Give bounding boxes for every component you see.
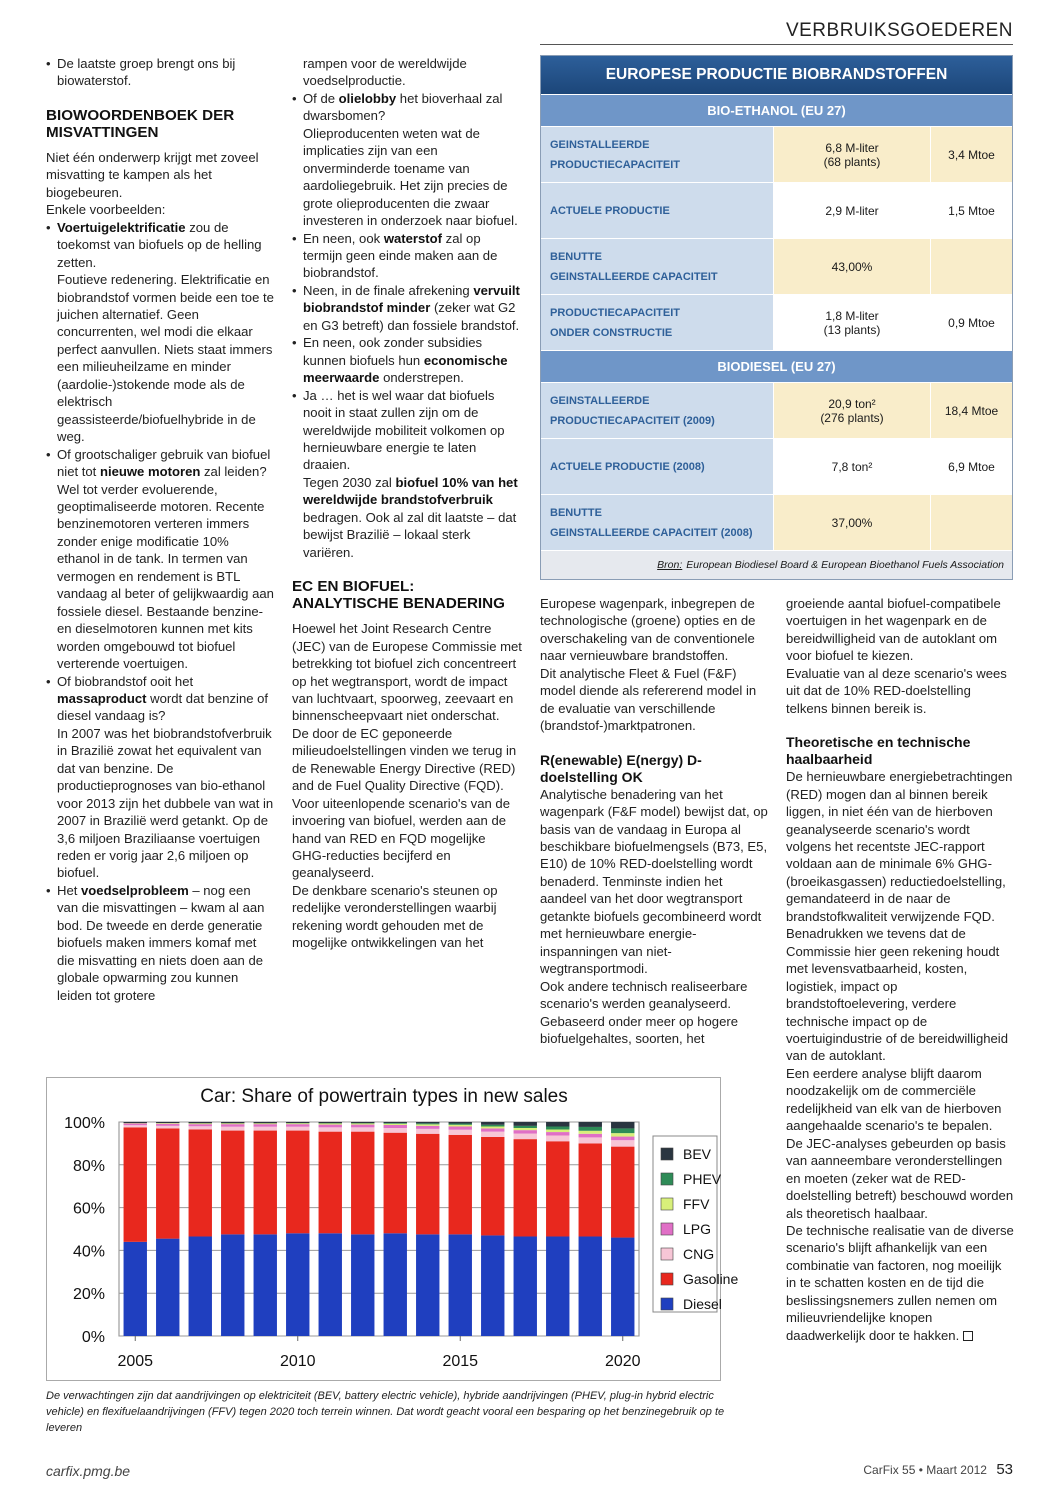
bar-segment-gasoline bbox=[189, 1129, 212, 1236]
paragraph: De denkbare scenario's steunen op redelijke veronderstellingen waarbij rekening wordt gehouden met de mogelijke ontwikkelingen van het bbox=[292, 882, 498, 951]
x-tick-label: 2005 bbox=[117, 1353, 154, 1370]
bar-segment-lpg bbox=[384, 1125, 407, 1128]
bar-segment-cng bbox=[319, 1127, 342, 1131]
paragraph: Benadrukken we tevens dat de Commissie hier geen rekening houdt met levensvatbaarheid, kosten, logistiek, impact op brandstoftoelevering, verdere technische impact op de voertuigindustrie of de bereidwilligheid van de autoklant. bbox=[786, 926, 1008, 1064]
legend-label-cng: CNG bbox=[683, 1246, 715, 1262]
bar-segment-lpg bbox=[416, 1126, 439, 1129]
bar-segment-gasoline bbox=[481, 1137, 504, 1235]
footer-site[interactable]: carfix.pmg.be bbox=[46, 1463, 131, 1479]
source-label: Bron: bbox=[657, 559, 683, 571]
biofuel-production-table bbox=[540, 55, 1013, 580]
legend-swatch-cng bbox=[661, 1248, 673, 1260]
bar-segment-phev bbox=[579, 1127, 602, 1131]
bar-segment-gasoline bbox=[579, 1143, 602, 1236]
bar-segment-diesel bbox=[351, 1234, 374, 1336]
bar-segment-cng bbox=[546, 1135, 569, 1141]
bullet-item: • Of grootschaliger gebruik van biofuel niet tot nieuwe motoren zal leiden? bbox=[46, 446, 274, 481]
paragraph: Dit analytische Fleet & Fuel (F&F) model diende als refererend model in de evaluatie van verschillende (brandstof-)marktpatronen. bbox=[540, 665, 757, 734]
bar-segment-lpg bbox=[124, 1123, 147, 1125]
bar-segment-diesel bbox=[481, 1235, 504, 1336]
paragraph: De door de EC geponeerde milieudoelstellingen vinden we terug in de Renewable Energy Directive (RED) and de Fuel Quality Directive (FQD). bbox=[292, 725, 517, 794]
bar-segment-diesel bbox=[254, 1234, 277, 1336]
source-text: European Biodiesel Board & European Bioethanol Fuels Association bbox=[686, 559, 1004, 571]
bar-segment-ffv bbox=[221, 1123, 244, 1124]
bar-segment-gasoline bbox=[449, 1135, 472, 1235]
table-title: EUROPESE PRODUCTIE BIOBRANDSTOFFEN bbox=[541, 56, 1012, 94]
bar-segment-diesel bbox=[449, 1234, 472, 1336]
bar-segment-diesel bbox=[416, 1234, 439, 1336]
bar-segment-cng bbox=[611, 1140, 634, 1146]
table-cell-mtoe: 6,9 Mtoe bbox=[930, 439, 1012, 494]
y-tick-label: 60% bbox=[72, 1200, 105, 1218]
section-rule bbox=[540, 44, 1013, 45]
table-cell-mtoe: 3,4 Mtoe bbox=[930, 127, 1012, 182]
legend-label-lpg: LPG bbox=[683, 1221, 712, 1237]
bar-segment-gasoline bbox=[611, 1147, 634, 1238]
paragraph: Enkele voorbeelden: bbox=[46, 202, 166, 218]
bar-segment-ffv bbox=[481, 1126, 504, 1128]
table-cell-value: 20,9 ton² (276 plants) bbox=[773, 383, 930, 438]
table-row bbox=[541, 494, 1012, 550]
bar-segment-lpg bbox=[156, 1124, 179, 1126]
table-body bbox=[541, 94, 1012, 550]
bar-segment-cng bbox=[514, 1134, 537, 1140]
bar-segment-gasoline bbox=[351, 1132, 374, 1235]
bullet-continuation: Olieproducenten weten wat de implicaties zijn van een onverminderde toename van aardoliegebruik. Het zijn precies de grote olieproducenten die zwaar investeren in onderzoek naar biofuel. bbox=[303, 125, 518, 229]
bullet-item: • En neen, ook waterstof zal op termijn geen einde maken aan de biobrandstof. bbox=[292, 230, 522, 282]
x-tick-label: 2010 bbox=[279, 1353, 316, 1370]
paragraph: Europese wagenpark, inbegrepen de technologische (groene) opties en de overschakeling van de conventionele naar vernieuwbare brandstoffen. bbox=[540, 596, 756, 664]
bullet-item: • Of de olielobby het bioverhaal zal dwarsbomen? bbox=[292, 90, 522, 125]
bullet-continuation: Foutieve redenering. Elektrificatie en biobrandstof vormen beide een toe te juichen alternatief. Geen concurrenten, wel modi die elkaar perfect aanvullen. Niets staat immers een milieuheilzame en minder (aardolie-)stokende mode als de elektrisch geassisteerde/biofuelhybride in de weg. bbox=[57, 272, 274, 445]
bullet-item: • En neen, ook zonder subsidies kunnen biofuels hun economische meerwaarde onderstrepen. bbox=[292, 334, 522, 386]
bar-segment-ffv bbox=[449, 1125, 472, 1127]
table-cell-mtoe bbox=[930, 239, 1012, 294]
bullet-item: • Het voedselprobleem – nog een van die misvattingen – kwam al aan bod. De tweede en derde generatie biofuels maken immers komaf met die misvatting en niets doen aan de globale opwarming zou kunnen leiden tot grotere bbox=[46, 882, 274, 1004]
bar-segment-lpg bbox=[514, 1130, 537, 1133]
bullet-continuation: Tegen 2030 zal biofuel 10% van het wereldwijde brandstofverbruik bedragen. Ook al zal dit laatste – dat bewijst Brazilië – lokaal sterk variëren. bbox=[303, 474, 518, 560]
chart-svg bbox=[47, 1078, 739, 1380]
bar-segment-phev bbox=[416, 1123, 439, 1124]
footer-issue-text: CarFix 55 • Maart 2012 bbox=[863, 1463, 987, 1477]
bar-segment-ffv bbox=[189, 1123, 212, 1124]
bar-segment-gasoline bbox=[124, 1127, 147, 1241]
bar-segment-cng bbox=[416, 1129, 439, 1134]
bar-segment-bev bbox=[221, 1122, 244, 1123]
paragraph: Evaluatie van al deze scenario's wees uit dat de 10% RED-doelstelling telkens binnen bereik is. bbox=[786, 665, 1007, 716]
table-section-header: BIODIESEL (EU 27) bbox=[541, 350, 1012, 382]
y-tick-label: 20% bbox=[72, 1286, 105, 1304]
heading-haalbaarheid: Theoretische en technische haalbaarheid bbox=[786, 734, 971, 768]
bar-segment-diesel bbox=[384, 1233, 407, 1336]
y-tick-label: 0% bbox=[81, 1329, 105, 1346]
bar-segment-ffv bbox=[514, 1128, 537, 1130]
bar-segment-ffv bbox=[384, 1124, 407, 1125]
table-cell-mtoe: 18,4 Mtoe bbox=[930, 383, 1012, 438]
chart-caption: De verwachtingen zijn dat aandrijvingen op elektriciteit (BEV, battery electric vehicle), hybride aandrijvingen (PHEV, plug-in hybrid electric vehicle) en flexifuelaandrijvingen (FFV) tegen 2020 toch terrein winnen. Dat wordt geacht vooral een besparing op het benzinegebruik op te leveren bbox=[46, 1390, 725, 1434]
bar-segment-lpg bbox=[579, 1134, 602, 1138]
bar-segment-phev bbox=[611, 1128, 634, 1133]
bar-segment-bev bbox=[546, 1122, 569, 1126]
bar-segment-lpg bbox=[449, 1126, 472, 1129]
heading-red-doelstelling: R(enewable) E(nergy) D-doelstelling OK bbox=[540, 751, 702, 785]
bar-segment-lpg bbox=[221, 1124, 244, 1127]
bar-segment-lpg bbox=[481, 1128, 504, 1131]
table-cell-label: PRODUCTIECAPACITEIT ONDER CONSTRUCTIE bbox=[541, 295, 773, 350]
table-cell-value: 43,00% bbox=[773, 239, 930, 294]
heading-biowoordenboek: BIOWOORDENBOEK DER MISVATTINGEN bbox=[46, 106, 235, 141]
bar-segment-diesel bbox=[319, 1233, 342, 1336]
bar-segment-diesel bbox=[124, 1242, 147, 1336]
table-row bbox=[541, 182, 1012, 238]
bar-segment-bev bbox=[124, 1122, 147, 1123]
table-cell-mtoe bbox=[930, 495, 1012, 550]
bullet-item: • De laatste groep brengt ons bij biowaterstof. bbox=[46, 55, 274, 90]
legend-label-ffv: FFV bbox=[683, 1196, 710, 1212]
bar-segment-diesel bbox=[514, 1236, 537, 1336]
table-row bbox=[541, 126, 1012, 182]
bar-segment-cng bbox=[286, 1127, 309, 1131]
paragraph: groeiende aantal biofuel-compatibele voertuigen in het wagenpark en de bereidwilligheid van de autoklant om voor biofuel te kiezen. bbox=[786, 596, 1001, 664]
table-row bbox=[541, 382, 1012, 438]
bullet-item: • Of biobrandstof ooit het massaproduct wordt dat benzine of diesel vandaag is? bbox=[46, 673, 274, 725]
table-source bbox=[541, 550, 1012, 579]
legend-swatch-gasoline bbox=[661, 1273, 673, 1285]
table-row bbox=[541, 238, 1012, 294]
bar-segment-diesel bbox=[156, 1239, 179, 1336]
bar-segment-ffv bbox=[351, 1123, 374, 1124]
bar-segment-gasoline bbox=[546, 1141, 569, 1236]
bar-segment-bev bbox=[254, 1122, 277, 1123]
table-cell-value: 2,9 M-liter bbox=[773, 183, 930, 238]
bar-segment-bev bbox=[286, 1122, 309, 1123]
table-cell-value: 7,8 ton² bbox=[773, 439, 930, 494]
legend-swatch-phev bbox=[661, 1173, 673, 1185]
column-4 bbox=[786, 595, 1014, 1344]
bar-segment-bev bbox=[611, 1122, 634, 1128]
table-cell-label: ACTUELE PRODUCTIE bbox=[541, 183, 773, 238]
heading-ec-en-biofuel: EC EN BIOFUEL: ANALYTISCHE BENADERING bbox=[292, 578, 505, 613]
bar-segment-lpg bbox=[351, 1125, 374, 1128]
bar-segment-ffv bbox=[286, 1123, 309, 1124]
bullet-item: • Neen, in de finale afrekening vervuilt biobrandstof minder (zeker wat G2 en G3 betreft) dan fossiele brandstof. bbox=[292, 282, 522, 334]
paragraph: De technische realisatie van de diverse scenario's blijft afhankelijk van een combinatie van factoren, nog moeilijk in te schatten kosten en de tijd die beslissingsnemers zullen nemen om milieuvriendelijke knopen daadwerkelijk door te hakken. bbox=[786, 1222, 1014, 1343]
table-cell-value: 37,00% bbox=[773, 495, 930, 550]
y-tick-label: 100% bbox=[64, 1115, 105, 1132]
bar-segment-diesel bbox=[611, 1238, 634, 1336]
bar-segment-lpg bbox=[189, 1124, 212, 1126]
bar-segment-gasoline bbox=[221, 1131, 244, 1235]
bar-segment-bev bbox=[384, 1122, 407, 1123]
paragraph: Ook andere technisch realiseerbare scenario's werden geanalyseerd. Gebaseerd onder meer op hogere biofuelgehaltes, soorten, het bbox=[540, 978, 748, 1046]
x-tick-label: 2015 bbox=[442, 1353, 479, 1370]
bullet-continuation: Wel tot verder evoluerende, geoptimaliseerde motoren. Recente benzinemotoren verteren immers zonder enige modificatie 10% ethanol in de tank. In termen van vermogen en rendement is BTL vandaag al beter of gelijkwaardig aan fossiele diesel. Bestaande benzine- en dieselmotoren kunnen met kits worden omgebouwd tot biofuel verterende voertuigen. bbox=[57, 481, 274, 672]
paragraph: Een eerdere analyse blijft daarom noodzakelijk om de commerciële redelijkheid van elk van de hierboven aangehaalde scenario's te bepalen. bbox=[786, 1065, 1002, 1134]
bar-segment-cng bbox=[156, 1126, 179, 1129]
bar-segment-bev bbox=[481, 1122, 504, 1125]
bar-segment-bev bbox=[449, 1122, 472, 1123]
paragraph: De hernieuwbare energiebetrachtingen (RED) mogen dan al binnen bereik liggen, in niet één van de hierboven geanalyseerde scenario's wordt volgens het recentste JEC-rapport voldaan aan de minimale 6% GHG-(broeikasgassen) reductiedoelstelling, gemandateerd in de naar de brandstofkwaliteit verwijzende FQD. bbox=[786, 769, 1013, 924]
bar-segment-diesel bbox=[579, 1236, 602, 1336]
legend-swatch-ffv bbox=[661, 1198, 673, 1210]
legend-swatch-lpg bbox=[661, 1223, 673, 1235]
chart-title: Car: Share of powertrain types in new sales bbox=[200, 1086, 568, 1107]
bar-segment-bev bbox=[319, 1122, 342, 1123]
bar-segment-ffv bbox=[611, 1133, 634, 1136]
bar-segment-diesel bbox=[546, 1236, 569, 1336]
bar-segment-phev bbox=[546, 1126, 569, 1129]
bar-segment-gasoline bbox=[384, 1133, 407, 1234]
paragraph: Niet één onderwerp krijgt met zoveel misvatting te kampen als het biogebeuren. bbox=[46, 149, 259, 200]
table-cell-label: GEINSTALLEERDE PRODUCTIECAPACITEIT (2009) bbox=[541, 383, 773, 438]
bar-segment-ffv bbox=[416, 1124, 439, 1125]
bar-segment-gasoline bbox=[156, 1128, 179, 1238]
end-mark-icon bbox=[963, 1331, 973, 1341]
bar-segment-lpg bbox=[546, 1132, 569, 1135]
footer-issue bbox=[863, 1461, 1013, 1478]
bar-segment-ffv bbox=[156, 1123, 179, 1124]
bar-segment-phev bbox=[481, 1125, 504, 1127]
paragraph: De JEC-analyses gebeurden op basis van aanneembare veronderstellingen en moeten (zeker wat de RED-doelstelling betreft) beschouwd worden als theoretisch haalbaar. bbox=[786, 1135, 1014, 1221]
bar-segment-cng bbox=[579, 1137, 602, 1143]
bar-segment-ffv bbox=[546, 1129, 569, 1132]
table-cell-label: ACTUELE PRODUCTIE (2008) bbox=[541, 439, 773, 494]
y-tick-label: 40% bbox=[72, 1243, 105, 1261]
legend-label-phev: PHEV bbox=[683, 1171, 722, 1187]
table-section-header: BIO-ETHANOL (EU 27) bbox=[541, 94, 1012, 126]
bar-segment-cng bbox=[189, 1126, 212, 1129]
bar-segment-gasoline bbox=[254, 1131, 277, 1235]
bar-segment-cng bbox=[221, 1127, 244, 1131]
bar-segment-phev bbox=[384, 1123, 407, 1124]
bar-segment-cng bbox=[481, 1132, 504, 1137]
bar-segment-gasoline bbox=[319, 1132, 342, 1234]
paragraph: Voor uiteenlopende scenario's van de invoering van biofuel, werden aan de hand van RED en FQD mogelijke GHG-reducties becijferd en geanalyseerd. bbox=[292, 795, 510, 881]
paragraph: Hoewel het Joint Research Centre (JEC) van de Europese Commissie met betrekking tot biofuel zich concentreert op het wegtransport, wordt de impact van luchtvaart, spoorweg, zeevaart en binnenscheepvaart niet onderschat. bbox=[292, 621, 522, 724]
table-cell-mtoe: 0,9 Mtoe bbox=[930, 295, 1012, 350]
table-cell-value: 1,8 M-liter (13 plants) bbox=[773, 295, 930, 350]
legend-swatch-bev bbox=[661, 1148, 673, 1160]
column-3 bbox=[540, 595, 768, 1047]
bar-segment-phev bbox=[449, 1123, 472, 1124]
bar-segment-gasoline bbox=[514, 1139, 537, 1236]
bar-segment-diesel bbox=[221, 1234, 244, 1336]
bar-segment-bev bbox=[189, 1122, 212, 1123]
column-1 bbox=[46, 55, 274, 1004]
bar-segment-lpg bbox=[254, 1124, 277, 1127]
bullet-item: • Voertuigelektrificatie zou de toekomst van biofuels op de helling zetten. bbox=[46, 219, 274, 271]
table-cell-value: 6,8 M-liter (68 plants) bbox=[773, 127, 930, 182]
bar-segment-ffv bbox=[579, 1131, 602, 1134]
bar-segment-ffv bbox=[254, 1123, 277, 1124]
x-tick-label: 2020 bbox=[604, 1353, 641, 1370]
bar-segment-diesel bbox=[189, 1236, 212, 1336]
powertrain-chart bbox=[46, 1077, 739, 1381]
bar-segment-lpg bbox=[286, 1124, 309, 1127]
bar-segment-lpg bbox=[611, 1137, 634, 1141]
section-label: VERBRUIKSGOEDEREN bbox=[785, 20, 1013, 41]
bar-segment-ffv bbox=[319, 1123, 342, 1124]
paragraph: Analytische benadering van het wagenpark (F&F model) bewijst dat, op basis van de vandaag in Europa al beschikbare biofuelmengsels (B73, E5, E10) de 10% RED-doelstelling wordt benaderd. Tenminste indien het aandeel van het door wegtransport getankte biofuels gecombineerd wordt met hernieuwbare energie-inspanningen van niet-wegtransportmodi. bbox=[540, 786, 768, 977]
bar-segment-cng bbox=[384, 1128, 407, 1133]
page-number: 53 bbox=[996, 1461, 1013, 1478]
bar-segment-bev bbox=[579, 1122, 602, 1127]
table-cell-label: GEINSTALLEERDE PRODUCTIECAPACITEIT bbox=[541, 127, 773, 182]
bar-segment-bev bbox=[351, 1122, 374, 1123]
bar-segment-cng bbox=[351, 1127, 374, 1131]
column-2 bbox=[292, 55, 522, 952]
bar-segment-cng bbox=[449, 1130, 472, 1135]
bar-segment-phev bbox=[514, 1126, 537, 1128]
legend-label-bev: BEV bbox=[683, 1146, 712, 1162]
bullet-continuation: rampen voor de wereldwijde voedselproductie. bbox=[303, 56, 467, 89]
bullet-continuation: In 2007 was het biobrandstofverbruik in Brazilië zowat het equivalent van dat van benzine. De productieprognoses van bio-ethanol voor 2013 zijn het dubbele van wat in 2007 in Brazilië werd getankt. Op de 3,6 miljoen Braziliaanse voertuigen reden er vorig jaar 2,6 miljoen op biofuel. bbox=[57, 725, 274, 881]
y-tick-label: 80% bbox=[72, 1157, 105, 1175]
table-row bbox=[541, 294, 1012, 350]
bar-segment-cng bbox=[254, 1127, 277, 1131]
bar-segment-gasoline bbox=[286, 1131, 309, 1234]
legend-label-diesel: Diesel bbox=[683, 1296, 722, 1312]
bar-segment-bev bbox=[416, 1122, 439, 1123]
bullet-item: • Ja … het is wel waar dat biofuels nooit in staat zullen zijn om de wereldwijde mobiliteit volkomen op hernieuwbare energie te laten draaien. bbox=[292, 387, 522, 474]
table-row bbox=[541, 438, 1012, 494]
bar-segment-bev bbox=[514, 1122, 537, 1126]
bar-segment-diesel bbox=[286, 1233, 309, 1336]
bar-segment-bev bbox=[156, 1122, 179, 1123]
table-cell-label: BENUTTE GEINSTALLEERDE CAPACITEIT bbox=[541, 239, 773, 294]
bar-segment-lpg bbox=[319, 1125, 342, 1128]
legend-label-gasoline: Gasoline bbox=[683, 1271, 739, 1287]
bar-segment-gasoline bbox=[416, 1134, 439, 1235]
table-cell-mtoe: 1,5 Mtoe bbox=[930, 183, 1012, 238]
bar-segment-cng bbox=[124, 1125, 147, 1127]
legend-swatch-diesel bbox=[661, 1298, 673, 1310]
table-cell-label: BENUTTE GEINSTALLEERDE CAPACITEIT (2008) bbox=[541, 495, 773, 550]
